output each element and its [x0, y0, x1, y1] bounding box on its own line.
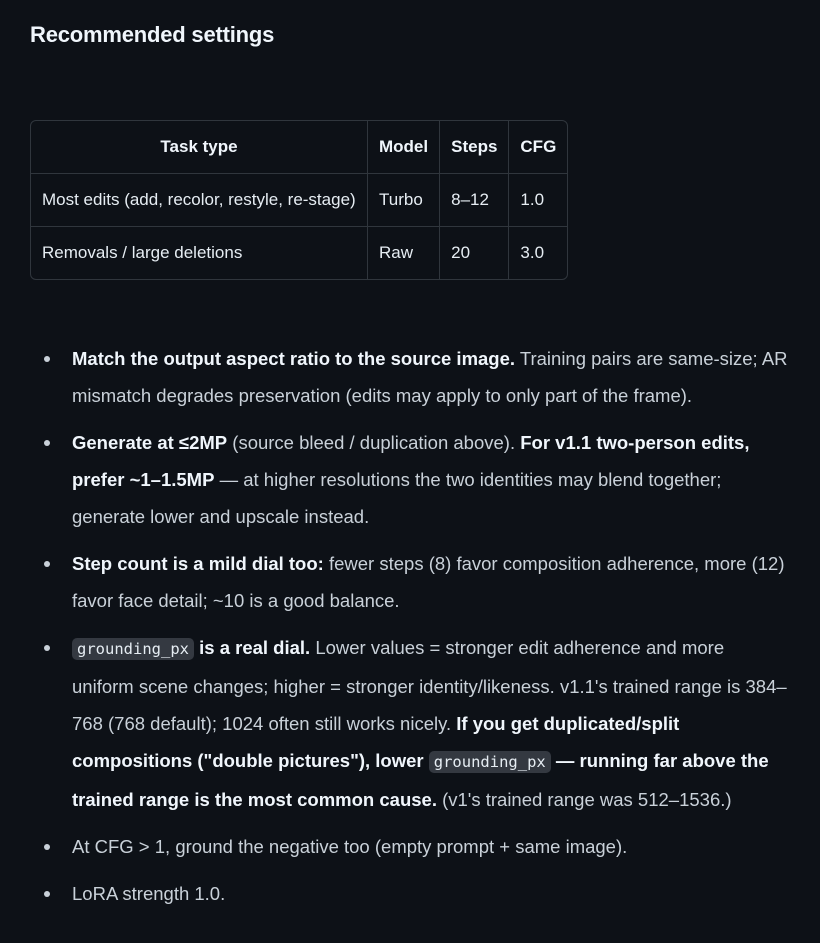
cell-model: Turbo [368, 174, 440, 227]
list-item-aspect-ratio [30, 340, 790, 414]
list-item-resolution [30, 424, 790, 535]
body-text: (v1's trained range was 512–1536.) [436, 789, 732, 810]
list-item-step-count [30, 545, 790, 619]
table-header-row [31, 121, 567, 174]
cell-steps: 8–12 [440, 174, 509, 227]
bold-text: Generate at ≤2MP [72, 432, 228, 453]
cell-cfg: 3.0 [520, 243, 545, 262]
list-item-lora [30, 875, 790, 912]
body-text: Training pairs are same-size; AR mismatch degrades preservation (edits may apply to only part of the frame). [72, 348, 788, 406]
body-text: (source bleed / duplication above). [227, 432, 521, 453]
bold-text: is a real dial. [193, 637, 311, 658]
header-model: Model [368, 121, 440, 174]
cell-steps: 20 [440, 227, 509, 279]
list-item-cfg [30, 828, 790, 865]
body-text: Lower values = stronger edit adherence and more uniform scene changes; higher = stronger identity/likeness. v1.1's trained range is 384–768 (768 default); 1024 often still works nicely. [72, 637, 787, 734]
inline-code: grounding_px [429, 751, 551, 773]
header-task-type: Task type [31, 121, 368, 174]
settings-table [30, 120, 568, 280]
list-item-grounding [30, 629, 790, 818]
body-text: fewer steps (8) favor composition adherence, more (12) favor face detail; ~10 is a good balance. [72, 553, 785, 611]
bold-text: For v1.1 two-person edits, prefer ~1–1.5MP [72, 432, 750, 490]
inline-code: grounding_px [72, 638, 194, 660]
body-text: LoRA strength 1.0. [72, 883, 226, 904]
header-cfg: CFG [509, 121, 567, 174]
body-text: — at higher resolutions the two identities may blend together; generate lower and upscale instead. [72, 469, 722, 527]
bold-text: If you get duplicated/split compositions ("double pictures"), lower [72, 713, 680, 771]
cell-task-type: Most edits (add, recolor, restyle, re-stage) [31, 174, 368, 227]
table-row [31, 174, 567, 227]
bold-text: — running far above the trained range is the most common cause. [72, 750, 769, 810]
table-row [31, 227, 567, 279]
header-steps: Steps [440, 121, 509, 174]
bold-text: Match the output aspect ratio to the source image. [72, 348, 516, 369]
cell-task-type: Removals / large deletions [31, 227, 368, 279]
section-heading: Recommended settings [30, 22, 275, 47]
cell-cfg: 1.0 [509, 174, 567, 227]
cell-model: Raw [368, 227, 440, 279]
body-text: At CFG > 1, ground the negative too (empty prompt + same image). [72, 836, 628, 857]
recommendations-list [30, 340, 790, 922]
bold-text: Step count is a mild dial too: [72, 553, 324, 574]
